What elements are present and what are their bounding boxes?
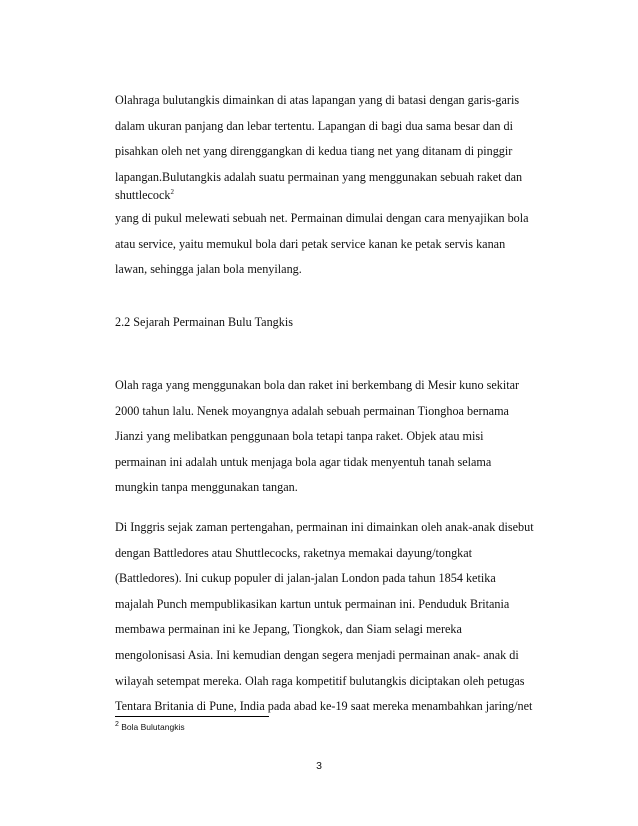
- text-line: atau service, yaitu memukul bola dari petak service kanan ke petak servis kanan: [115, 236, 506, 251]
- footnote-divider: [115, 716, 269, 717]
- footnote-reference: 2: [170, 187, 175, 196]
- footnote-text: Bola Bulutangkis: [118, 722, 185, 732]
- text-line: dalam ukuran panjang dan lebar tertentu. Lapangan di bagi dua sama besar dan di: [115, 118, 513, 133]
- paragraph-1: [115, 88, 555, 190]
- text-line: [115, 183, 555, 209]
- text-line: majalah Punch mempublikasikan kartun untuk permainan ini. Penduduk Britania: [115, 596, 510, 611]
- paragraph-4: [115, 515, 555, 720]
- text-line: yang di pukul melewati sebuah net. Permainan dimulai dengan cara menyajikan bola: [115, 211, 529, 225]
- text-line: pisahkan oleh net yang direnggangkan di kedua tiang net yang ditanam di pinggir: [115, 144, 513, 159]
- text-line: permainan ini adalah untuk menjaga bola agar tidak menyentuh tanah selama: [115, 454, 492, 469]
- paragraph-3: [115, 373, 555, 501]
- text-line: membawa permainan ini ke Jepang, Tiongkok, dan Siam selagi mereka: [115, 622, 462, 637]
- text-line: Di Inggris sejak zaman pertengahan, permainan ini dimainkan oleh anak-anak disebut: [115, 520, 534, 534]
- text-line: Olahraga bulutangkis dimainkan di atas lapangan yang di batasi dengan garis-garis: [115, 93, 520, 107]
- text-line: lawan, sehingga jalan bola menyilang.: [115, 262, 302, 277]
- text-line: mungkin tanpa menggunakan tangan.: [115, 480, 298, 495]
- footnote-number: 2: [115, 721, 119, 729]
- paragraph-2: [115, 206, 555, 283]
- page-number: 3: [316, 760, 322, 772]
- footnote: [115, 722, 185, 732]
- text-line: (Battledores). Ini cukup populer di jalan-jalan London pada tahun 1854 ketika: [115, 571, 496, 586]
- section-heading: 2.2 Sejarah Permainan Bulu Tangkis: [115, 315, 293, 329]
- text-line: Jianzi yang melibatkan penggunaan bola tetapi tanpa raket. Objek atau misi: [115, 429, 484, 444]
- text-line: dengan Battledores atau Shuttlecocks, raketnya memakai dayung/tongkat: [115, 545, 473, 560]
- text-line: Olah raga yang menggunakan bola dan raket ini berkembang di Mesir kuno sekitar: [115, 378, 520, 392]
- text-line: mengolonisasi Asia. Ini kemudian dengan segera menjadi permainan anak- anak di: [115, 647, 519, 662]
- text-line: Tentara Britania di Pune, India pada abad ke-19 saat mereka menambahkan jaring/net: [115, 699, 533, 714]
- text-line: lapangan.Bulutangkis adalah suatu permainan yang menggunakan sebuah raket dan: [115, 169, 523, 184]
- shuttlecock-word: shuttlecock: [115, 188, 171, 202]
- paragraph-1-continued: [115, 183, 555, 209]
- text-line: wilayah setempat mereka. Olah raga kompetitif bulutangkis diciptakan oleh petugas: [115, 673, 525, 688]
- text-line: 2000 tahun lalu. Nenek moyangnya adalah sebuah permainan Tionghoa bernama: [115, 403, 509, 418]
